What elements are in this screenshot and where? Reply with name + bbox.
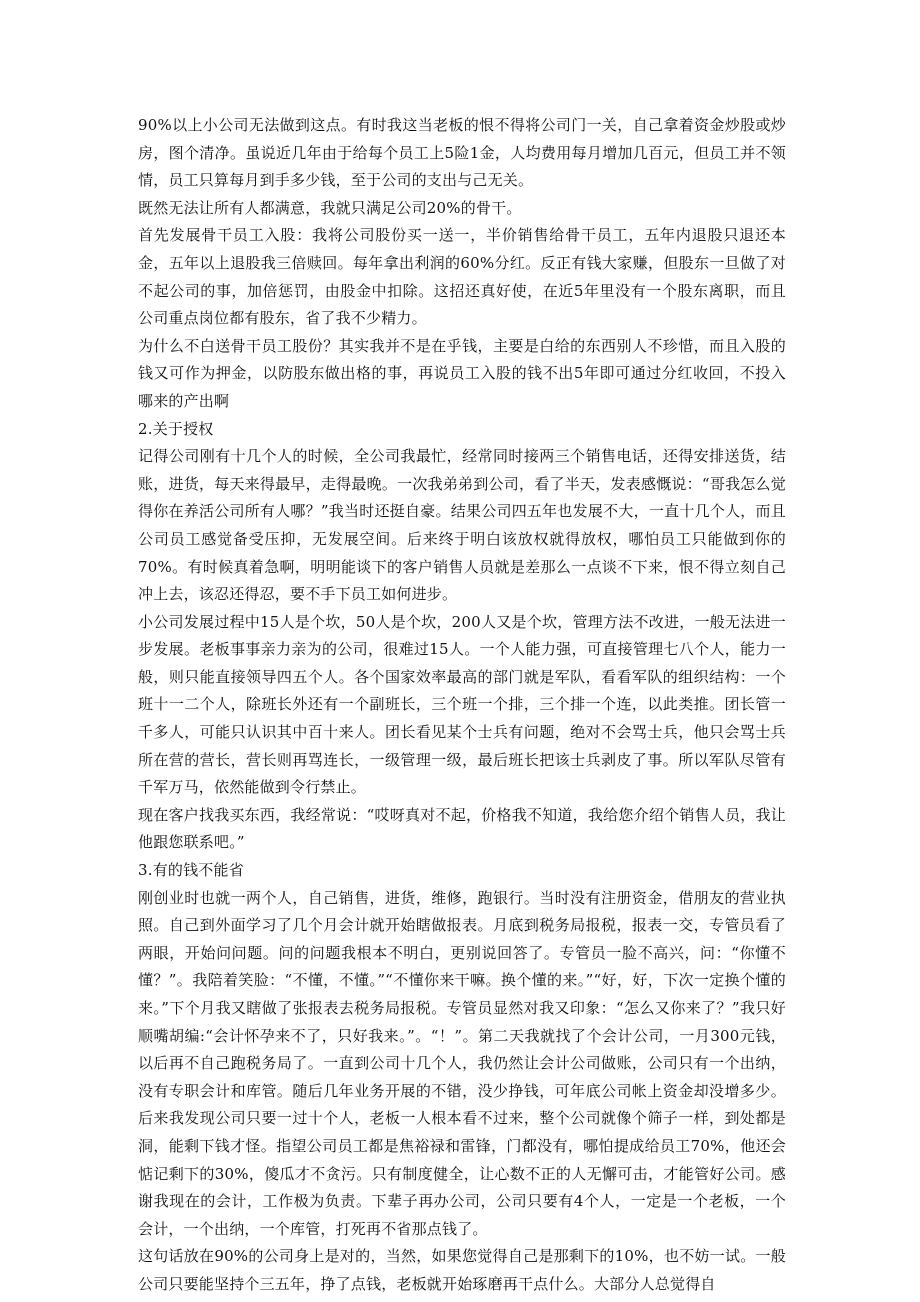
paragraph-why-not-free: 为什么不白送骨干员工股份？其实我并不是在乎钱，主要是白给的东西别人不珍惜，而且入股的钱又可作为押金，以防股东做出格的事，再说员工入股的钱不出5年即可通过分红收回，不投入哪来的产出啊 — [138, 336, 786, 410]
paragraph-equity: 首先发展骨干员工入股：我将公司股份买一送一，半价销售给骨干员工，五年内退股只退还本金，五年以上退股我三倍赎回。每年拿出利润的60%分红。反正有钱大家赚，但股东一旦做了对不起公司的事，加倍惩罚，由股金中扣除。这招还真好使，在近5年里没有一个股东离职，而且公司重点岗位都有股东，省了我不少精力。 — [138, 226, 786, 328]
document-page — [138, 112, 786, 1299]
paragraph-accounting: 刚创业时也就一两个人，自己销售，进货，维修，跑银行。当时没有注册资金，借朋友的营业执照。自己到外面学习了几个月会计就开始瞎做报表。月底到税务局报税，报表一交，专管员看了两眼，开始问问题。问的问题我根本不明白，更别说回答了。专管员一脸不高兴，问：“你懂不懂？”。我陪着笑脸：“不懂，不懂。”“不懂你来干嘛。换个懂的来。”“好，好，下次一定换个懂的来。”下个月我又瞎做了张报表去税务局报税。专管员显然对我又印象：“怎么又你来了？”我只好顺嘴胡编:“会计怀孕来不了，只好我来。”。“！”。第二天我就找了个会计公司，一月300元钱，以后再不自己跑税务局了。一直到公司十几个人，我仍然让会计公司做账，公司只有一个出纳，没有专职会计和库管。随后几年业务开展的不错，没少挣钱，可年底公司帐上资金却没增多少。后来我发现公司只要一过十个人，老板一人根本看不过来，整个公司就像个筛子一样，到处都是洞，能剩下钱才怪。指望公司员工都是焦裕禄和雷锋，门都没有，哪怕提成给员工70%，他还会惦记剩下的30%，傻瓜才不贪污。只有制度健全，让心数不正的人无懈可击，才能管好公司。感谢我现在的会计，工作极为负责。下辈子再办公司，公司只要有4个人，一定是一个老板，一个会计，一个出纳，一个库管，打死再不省那点钱了。 — [138, 888, 786, 1238]
paragraph-authorization: 记得公司刚有十几个人的时候，全公司我最忙，经常同时接两三个销售电话，还得安排送货，结账，进货，每天来得最早，走得最晚。一次我弟弟到公司，看了半天，发表感慨说：“哥我怎么觉得你在养活公司所有人哪？”我当时还挺自豪。结果公司四五年也发展不大，一直十几个人，而且公司员工感觉备受压抑，无发展空间。后来终于明白该放权就得放权，哪怕员工只能做到你的70%。有时候真着急啊，明明能谈下的客户销售人员就是差那么一点谈不下来，恨不得立刻自己冲上去，该忍还得忍，要不手下员工如何进步。 — [138, 447, 786, 604]
paragraph-closing: 这句话放在90%的公司身上是对的，当然，如果您觉得自己是那剩下的10%，也不妨一试。一般公司只要能坚持个三五年，挣了点钱，老板就开始琢磨再干点什么。大部分人总觉得自 — [138, 1247, 786, 1293]
section-heading-money: 3.有的钱不能省 — [138, 861, 244, 880]
paragraph-backbone: 既然无法让所有人都满意，我就只满足公司20%的骨干。 — [138, 198, 522, 217]
paragraph-intro: 90%以上小公司无法做到这点。有时我这当老板的恨不得将公司门一关，自己拿着资金炒股或炒房，图个清净。虽说近几年由于给每个员工上5险1金，人均费用每月增加几百元，但员工并不领情，员工只算每月到手多少钱，至于公司的支出与己无关。 — [138, 116, 786, 190]
section-heading-authorization: 2.关于授权 — [138, 419, 214, 438]
paragraph-management-scale: 小公司发展过程中15人是个坎，50人是个坎，200人又是个坎，管理方法不改进，一般无法进一步发展。老板事事亲力亲为的公司，很难过15人。一个人能力强，可直接管理七八个人，能力一般，则只能直接领导四五个人。各个国家效率最高的部门就是军队，看看军队的组织结构：一个班十一二个人，除班长外还有一个副班长，三个班一个排，三个排一个连，以此类推。团长管一千多人，可能只认识其中百十来人。团长看见某个士兵有问题，绝对不会骂士兵，他只会骂士兵所在营的营长，营长则再骂连长，一级管理一级，最后班长把该士兵剥皮了事。所以军队尽管有千军万马，依然能做到令行禁止。 — [138, 612, 786, 797]
paragraph-customer: 现在客户找我买东西，我经常说：“哎呀真对不起，价格我不知道，我给您介绍个销售人员，我让他跟您联系吧。” — [138, 805, 786, 852]
